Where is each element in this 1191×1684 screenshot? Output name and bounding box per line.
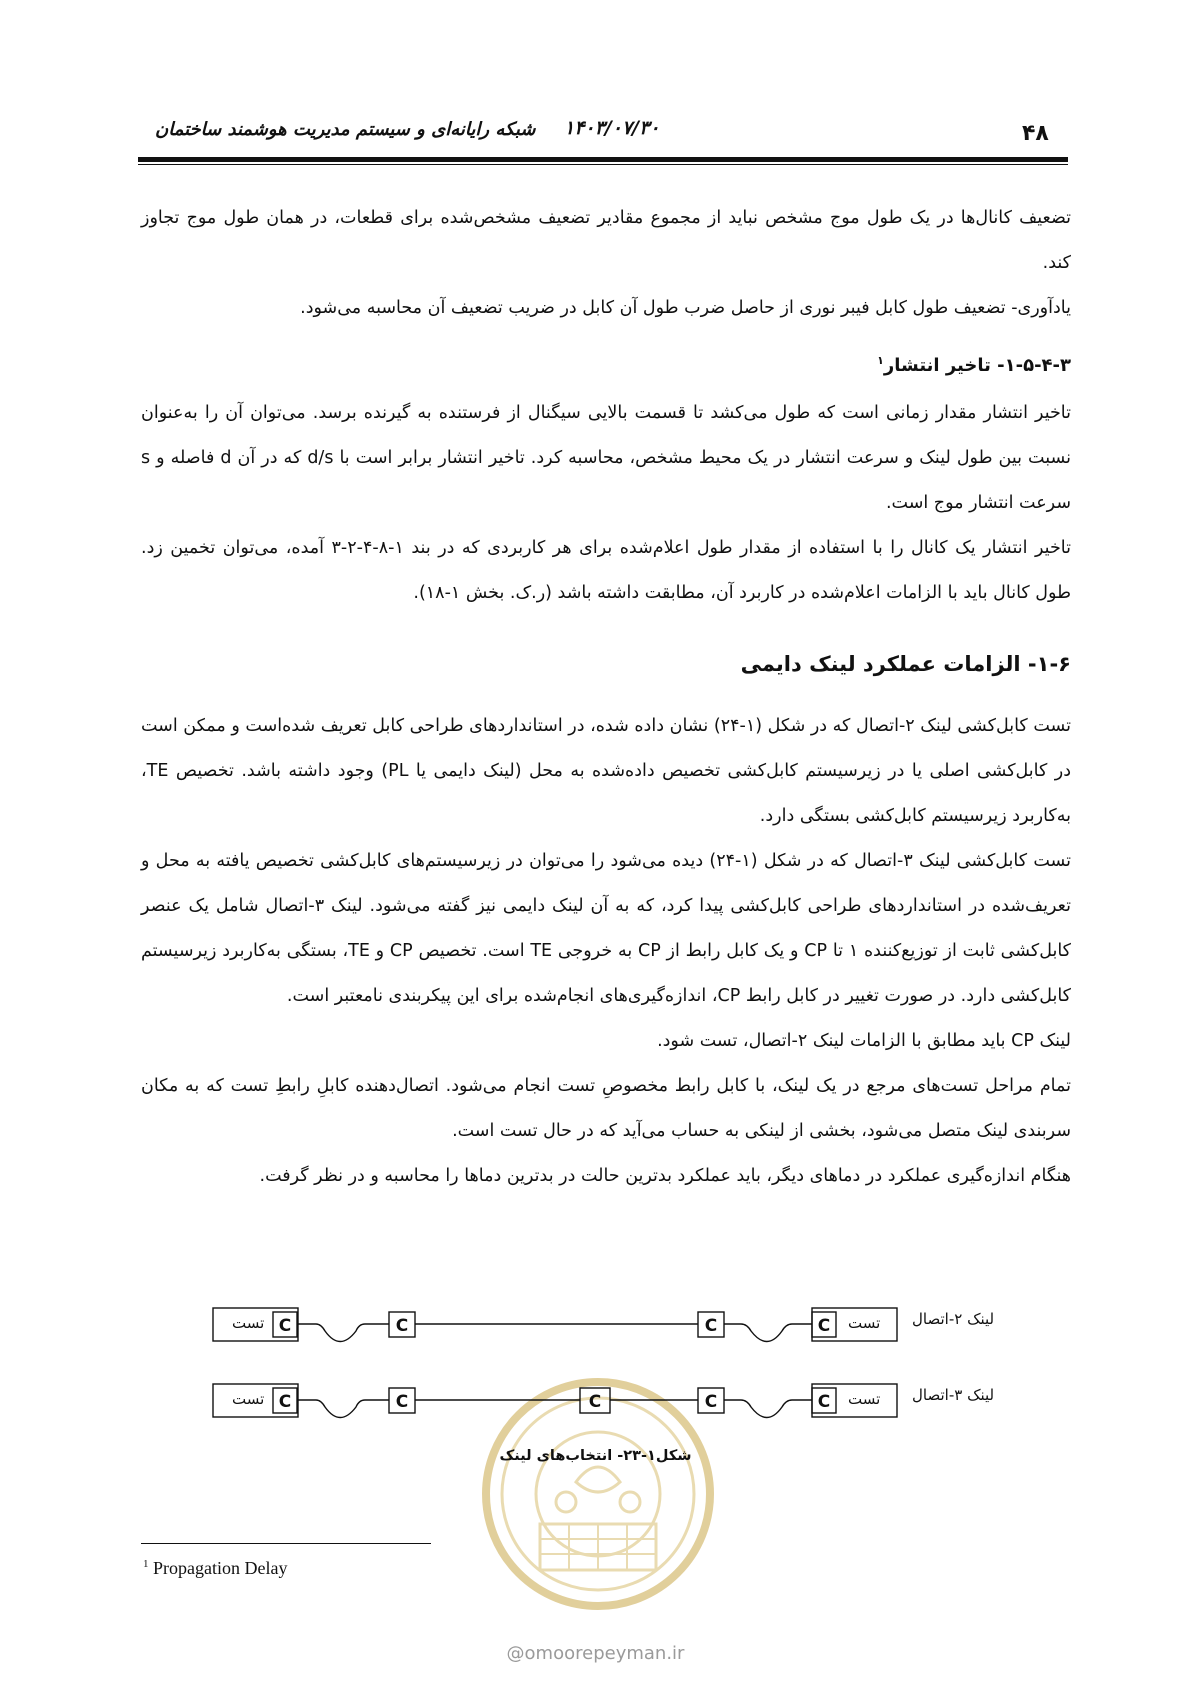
section-heading-propagation-delay: [141, 354, 1071, 376]
paragraph-text: تست کابل‌کشی لینک ۳-اتصال که در شکل (۱-۲۴) دیده می‌شود را می‌توان در زیرسیستم‌های کابل‌کشی تخصیص یافته به محل و تعریف‌شده در استانداردهای طراحی کابل‌کشی پیدا کرد، که به آن لینک دایمی نیز گفته می‌شود. لینک ۳-اتصال شامل یک عنصر کابل‌کشی ثابت از توزیع‌کننده ۱ تا CP و یک کابل رابط از CP به خروجی TE است. تخصیص CP و TE، بستگی به‌کاربرد زیرسیستم کابل‌کشی دارد. در صورت تغییر در کابل رابط CP، اندازه‌گیری‌های انجام‌شده برای این پیکربندی نامعتبر است.: [141, 851, 1071, 1006]
paragraph-text: تاخیر انتشار مقدار زمانی است که طول می‌کشد تا قسمت بالایی سیگنال از فرستنده به گیرنده برسد. می‌توان آن را به‌عنوان نسبت بین طول لینک و سرعت انتشار در یک محیط مشخص، محاسبه کرد. تاخیر انتشار برابر است با d/s که در آن d فاصله و s سرعت انتشار موج است.: [141, 403, 1071, 513]
footnote-text: Propagation Delay: [153, 1558, 288, 1578]
test-label-left-row2: تست: [232, 1390, 265, 1408]
paragraph-text: تاخیر انتشار یک کانال را با استفاده از مقدار طول اعلام‌شده برای هر کاربردی که در بند ۱-۸-۴-۲-۳ آمده، می‌توان تخمین زد. طول کانال باید با الزامات اعلام‌شده در کاربرد آن، مطابقت داشته باشد (ر.ک. بخش ۱-۱۸).: [141, 538, 1071, 603]
footnote: [143, 1558, 287, 1579]
connector-letter: C: [395, 1316, 409, 1336]
paragraph-permanent-link: [141, 704, 1071, 1199]
header-rule-thick: [138, 157, 1068, 162]
connector-box-row1-1: [273, 1312, 297, 1337]
row-label-3-connector: لینک ۳-اتصال: [912, 1386, 995, 1404]
paragraph-text: تست کابل‌کشی لینک ۲-اتصال که در شکل (۱-۲۴) نشان داده شده، در استانداردهای طراحی کابل تعریف شده‌است و ممکن است در کابل‌کشی اصلی یا در زیرسیستم کابل‌کشی تخصیص داده‌شده به محل (لینک دایمی یا PL) وجود داشته باشد. تخصیص TE، به‌کاربرد زیرسیستم کابل‌کشی بستگی دارد.: [141, 716, 1072, 826]
footnote-ref: ۱: [877, 354, 884, 367]
header-title: شبکه رایانه‌ای و سیستم مدیریت هوشمند ساختمان: [155, 119, 536, 140]
page-number: ۴۸: [1022, 121, 1049, 146]
connector-box-row1-4: [812, 1312, 836, 1337]
watermark-seal-icon: [478, 1374, 718, 1614]
test-label-left-row1: تست: [232, 1314, 265, 1332]
paragraph-channel-attenuation: [141, 196, 1071, 331]
paragraph-text: هنگام اندازه‌گیری عملکرد در دماهای دیگر، باید عملکرد بدترین حالت در بدترین دماها را محاسبه و در نظر گرفت.: [259, 1166, 1071, 1186]
footnote-rule: [141, 1543, 431, 1544]
heading-text: ۱-۵-۴-۳- تاخیر انتشار: [883, 355, 1071, 376]
connector-letter: C: [395, 1392, 409, 1412]
test-label-right-row2: تست: [848, 1390, 881, 1408]
section-heading-permanent-link: ۱-۶- الزامات عملکرد لینک دایمی: [740, 652, 1071, 676]
connector-letter: C: [278, 1316, 292, 1336]
header-date: ۱۴۰۳/۰۷/۳۰: [564, 117, 660, 139]
connector-box-row1-3: [698, 1312, 724, 1337]
test-label-right-row1: تست: [848, 1314, 881, 1332]
note-attenuation: یادآوری- تضعیف طول کابل فیبر نوری از حاصل ضرب طول آن کابل در ضریب تضعیف آن محاسبه می‌شود.: [300, 298, 1071, 318]
connector-letter: C: [588, 1392, 602, 1412]
connector-box-row1-2: [389, 1312, 415, 1337]
connector-letter: C: [817, 1316, 831, 1336]
connector-box-row2-4: [812, 1388, 836, 1413]
paragraph-propagation-delay: [141, 391, 1071, 616]
connector-box-row2-1: [273, 1388, 297, 1413]
watermark-site-text: omoorepeyman.ir: [524, 1643, 685, 1664]
connector-letter: C: [704, 1392, 718, 1412]
paragraph-text: تمام مراحل تست‌های مرجع در یک لینک، با کابل رابط مخصوصِ تست انجام می‌شود. اتصال‌دهنده کابلِ رابطِ تست که به مکان سربندی لینک متصل می‌شود، بخشی از لینکی به حساب می‌آید که در حال تست است.: [141, 1076, 1071, 1141]
header-rule-thin: [138, 164, 1068, 165]
paragraph-text: لینک CP باید مطابق با الزامات لینک ۲-اتصال، تست شود.: [657, 1031, 1071, 1051]
connector-letter: C: [704, 1316, 718, 1336]
watermark-site: @omoorepeyman.ir: [506, 1643, 685, 1664]
connector-letter: C: [817, 1392, 831, 1412]
paragraph-text: تضعیف کانال‌ها در یک طول موج مشخص نباید از مجموع مقادیر تضعیف مشخص‌شده برای قطعات، در همان طول موج تجاوز کند.: [141, 208, 1071, 273]
row-label-2-connector: لینک ۲-اتصال: [912, 1310, 995, 1328]
connector-letter: C: [278, 1392, 292, 1412]
connector-box-row2-2: [389, 1388, 415, 1413]
figure-caption: شکل۱-۲۳- انتخاب‌های لینک: [499, 1448, 692, 1464]
footnote-number: 1: [143, 1558, 149, 1570]
